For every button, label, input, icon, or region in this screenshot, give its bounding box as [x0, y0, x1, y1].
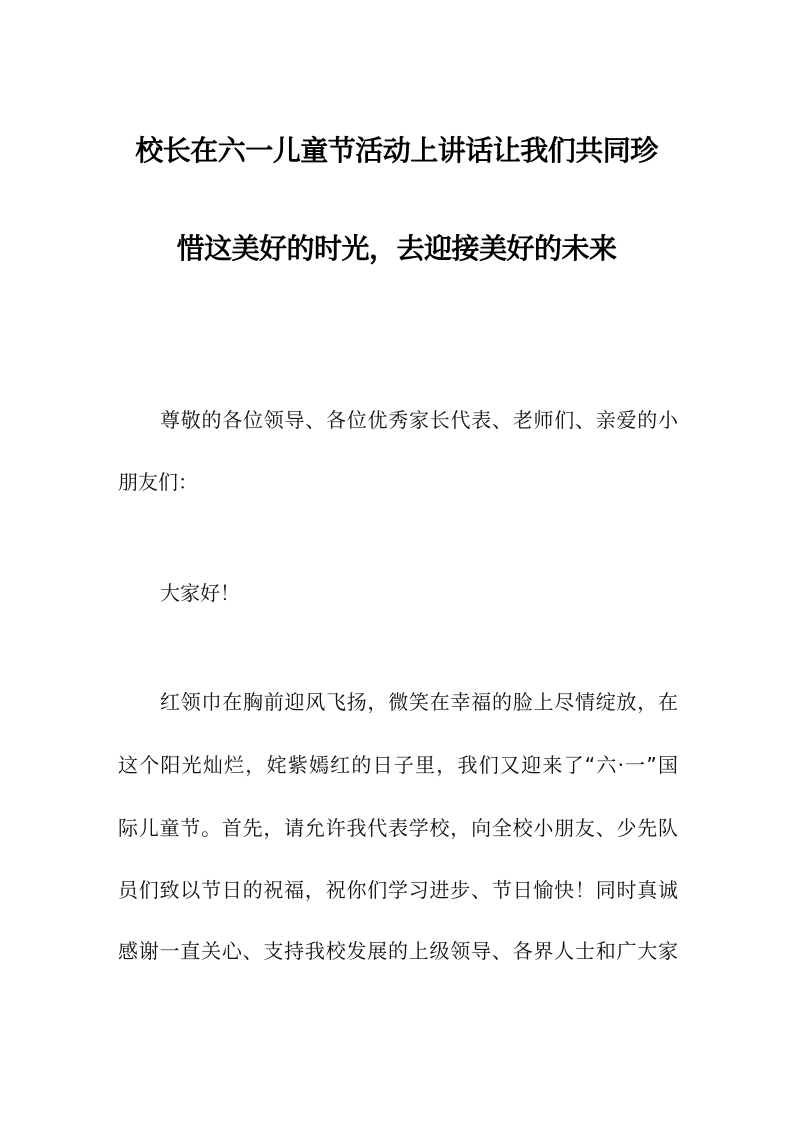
paragraph-line-2: 这个阳光灿烂，姹紫嫣红的日子里，我们又迎来了“六·一”国	[118, 753, 678, 777]
paragraph-line-3: 际儿童节。首先，请允许我代表学校，向全校小朋友、少先队	[118, 816, 678, 840]
paragraph-line-5: 感谢一直关心、支持我校发展的上级领导、各界人士和广大家	[118, 939, 678, 963]
salutation-line-2: 朋友们：	[118, 470, 198, 494]
document-title-line-2: 惜这美好的时光，去迎接美好的未来	[176, 232, 617, 265]
salutation-line-1: 尊敬的各位领导、各位优秀家长代表、老师们、亲爱的小	[160, 408, 678, 432]
paragraph-line-4: 员们致以节日的祝福，祝你们学习进步、节日愉快！同时真诚	[118, 878, 678, 902]
greeting-line: 大家好！	[160, 581, 240, 605]
paragraph-line-1: 红领巾在胸前迎风飞扬，微笑在幸福的脸上尽情绽放，在	[160, 690, 678, 714]
document-title-line-1: 校长在六一儿童节活动上讲话让我们共同珍	[135, 134, 658, 167]
